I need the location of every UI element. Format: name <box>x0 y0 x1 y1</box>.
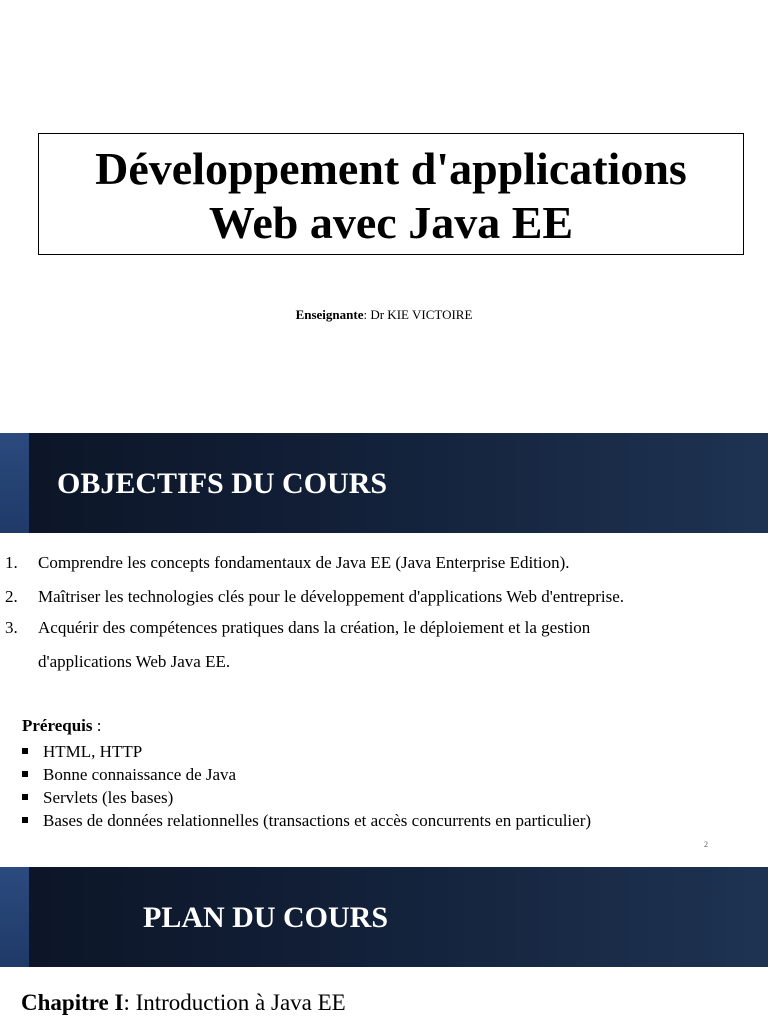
prerequisites-list <box>22 740 591 832</box>
course-title-line1: Développement d'applications <box>95 143 687 194</box>
prerequisite-item <box>22 809 591 832</box>
teacher-line <box>0 307 768 323</box>
square-bullet-icon <box>22 817 28 823</box>
objective-text: Acquérir des compétences pratiques dans la création, le déploiement et la gestion <box>38 618 591 637</box>
prerequisite-text: Servlets (les bases) <box>43 788 174 807</box>
page-number: 2 <box>704 840 708 849</box>
chapter-title: Introduction à Java EE <box>135 990 346 1015</box>
square-bullet-icon <box>22 748 28 754</box>
course-title-box <box>38 133 744 255</box>
prerequisite-text: HTML, HTTP <box>43 742 143 761</box>
objective-item <box>0 553 768 575</box>
objective-text: Maîtriser les technologies clés pour le développement d'applications Web d'entreprise. <box>38 587 625 606</box>
prerequisite-item <box>22 763 591 786</box>
objectives-banner-strip <box>0 433 29 533</box>
prerequisite-text: Bonne connaissance de Java <box>43 765 237 784</box>
prerequisite-text: Bases de données relationnelles (transactions et accès concurrents en particulier) <box>43 811 592 830</box>
course-title <box>39 134 743 250</box>
objective-number: 3. <box>5 618 18 637</box>
objective-text: Comprendre les concepts fondamentaux de Java EE (Java Enterprise Edition). <box>38 553 570 572</box>
course-title-line2: Web avec Java EE <box>208 197 574 248</box>
chapter-heading <box>21 990 346 1016</box>
chapter-label: Chapitre I <box>21 990 124 1015</box>
objective-item <box>0 587 768 609</box>
objective-number: 2. <box>5 587 18 606</box>
prerequisites-separator: : <box>92 716 102 735</box>
objectives-banner-title: OBJECTIFS DU COURS <box>57 467 388 500</box>
objectives-banner <box>0 433 768 533</box>
teacher-label: Enseignante <box>295 307 364 322</box>
prerequisite-item <box>22 740 591 763</box>
teacher-separator: : <box>363 307 371 322</box>
prerequisite-item <box>22 786 591 809</box>
plan-banner-title: PLAN DU COURS <box>143 901 389 934</box>
chapter-separator: : <box>123 990 136 1015</box>
square-bullet-icon <box>22 794 28 800</box>
square-bullet-icon <box>22 771 28 777</box>
teacher-name: Dr KIE VICTOIRE <box>370 307 473 322</box>
prerequisites-label: Prérequis <box>22 716 93 735</box>
plan-banner-strip <box>0 867 29 967</box>
prerequisites-heading <box>22 716 102 736</box>
objective-item <box>0 618 768 640</box>
objective-number: 1. <box>5 553 18 572</box>
plan-banner <box>0 867 768 967</box>
objective-continuation: d'applications Web Java EE. <box>38 652 231 671</box>
